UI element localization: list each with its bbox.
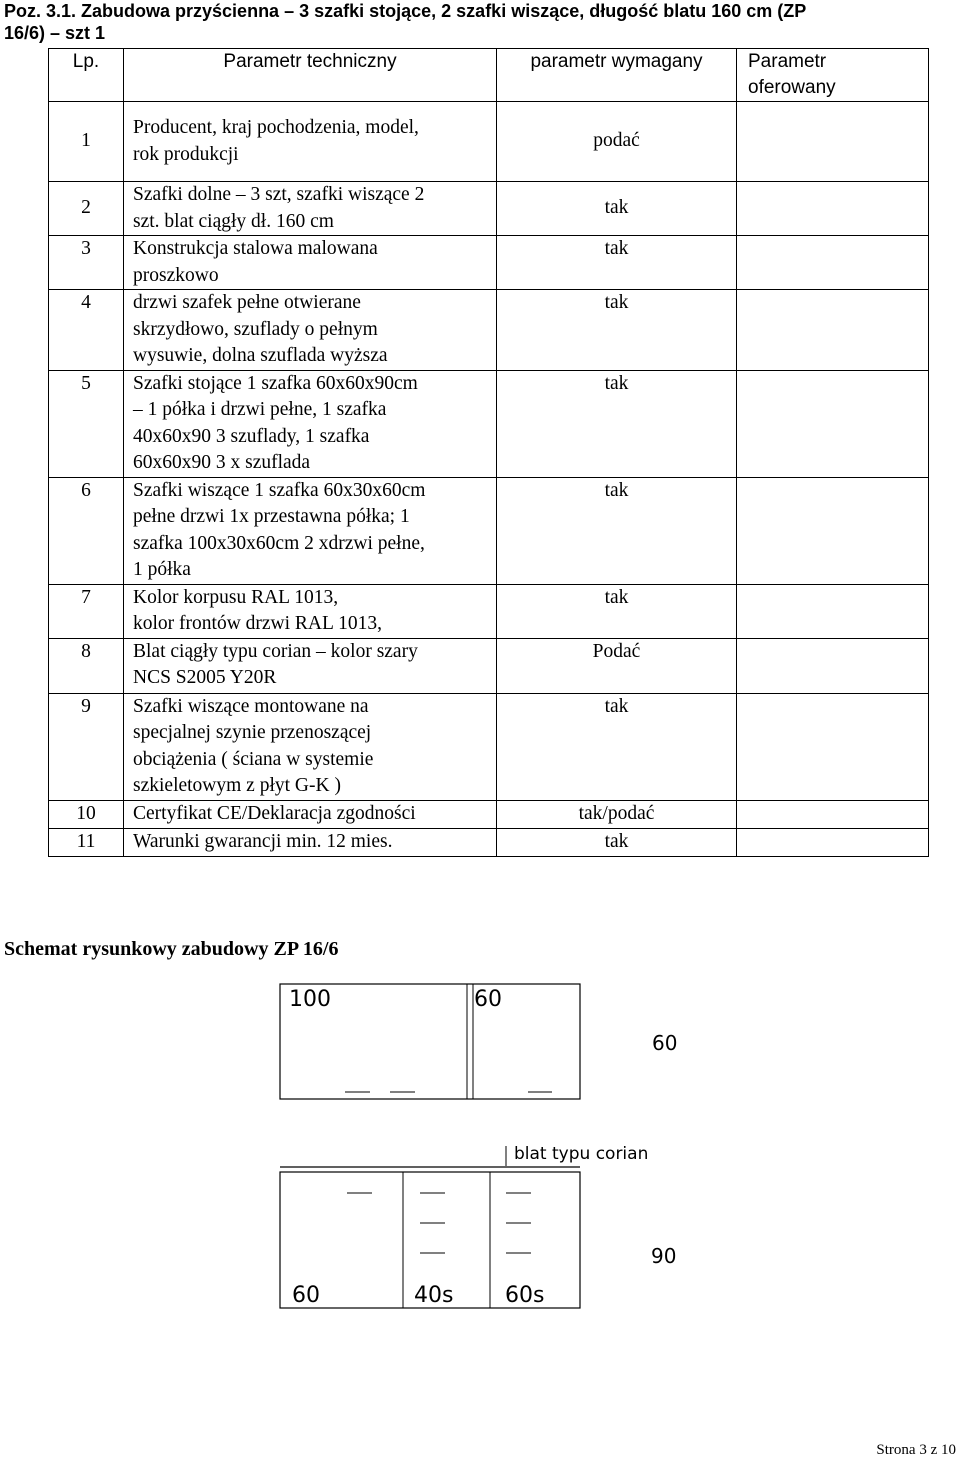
parameter-line: szafka 100x30x60cm 2 xdrzwi pełne, [133, 532, 425, 554]
table-header-row [49, 49, 929, 102]
parameter-line: szt. blat ciągły dł. 160 cm [133, 210, 334, 232]
heading-line-2: 16/6) – szt 1 [4, 23, 106, 43]
header-offered-line2: oferowany [748, 77, 836, 98]
parameter-line: drzwi szafek pełne otwierane [133, 292, 361, 313]
row-required-value: tak [497, 182, 737, 236]
row-offered-value[interactable] [737, 102, 929, 182]
cabinet-drawing [0, 960, 960, 1330]
table-row [49, 584, 929, 638]
header-offered [737, 49, 929, 102]
parameter-line: proszkowo [133, 264, 219, 286]
countertop-label: blat typu corian [514, 1144, 649, 1164]
parameter-line: Warunki gwarancji min. 12 mies. [133, 830, 393, 852]
parameter-line: 1 półka [133, 559, 191, 580]
row-number: 5 [49, 370, 124, 477]
row-required-value: tak [497, 477, 737, 584]
row-parameter [124, 370, 497, 477]
row-parameter [124, 236, 497, 290]
row-required-value: tak [497, 370, 737, 477]
row-offered-value[interactable] [737, 236, 929, 290]
parameter-line: wysuwie, dolna szuflada wyższa [133, 345, 388, 366]
row-required-value: tak [497, 236, 737, 290]
row-number: 7 [49, 584, 124, 638]
header-lp: Lp. [49, 49, 124, 102]
table-row [49, 182, 929, 236]
row-offered-value[interactable] [737, 828, 929, 856]
spec-table [48, 48, 929, 857]
row-parameter [124, 584, 497, 638]
parameter-line: Szafki dolne – 3 szt, szafki wiszące 2 [133, 184, 425, 205]
row-number: 4 [49, 290, 124, 371]
page-footer [876, 1441, 956, 1459]
row-offered-value[interactable] [737, 477, 929, 584]
row-parameter [124, 693, 497, 800]
row-parameter [124, 290, 497, 371]
parameter-line: Kolor korpusu RAL 1013, [133, 586, 339, 608]
row-required-value: tak/podać [497, 800, 737, 828]
lower-width-3: 60s [505, 1283, 545, 1308]
parameter-line: – 1 półka i drzwi pełne, 1 szafka [133, 399, 387, 420]
lower-cabinets [280, 1144, 676, 1308]
parameter-line: rok produkcji [133, 143, 239, 165]
parameter-line: 60x60x90 3 x szuflada [133, 452, 311, 473]
upper-cabinets [280, 984, 677, 1099]
parameter-line: Szafki wiszące montowane na [133, 695, 369, 717]
footer-mid: z [926, 1442, 941, 1458]
parameter-line: Szafki wiszące 1 szafka 60x30x60cm [133, 479, 426, 501]
table-row [49, 693, 929, 800]
parameter-line: Blat ciągły typu corian – kolor szary [133, 640, 418, 662]
parameter-line: pełne drzwi 1x przestawna półka; 1 [133, 506, 410, 527]
table-row [49, 477, 929, 584]
row-required-value: Podać [497, 638, 737, 693]
table-row [49, 102, 929, 182]
table-row [49, 638, 929, 693]
row-number: 2 [49, 182, 124, 236]
footer-page: 3 [919, 1442, 927, 1458]
row-parameter [124, 477, 497, 584]
lower-width-2: 40s [414, 1283, 454, 1308]
footer-prefix: Strona [876, 1442, 920, 1458]
row-parameter [124, 828, 497, 856]
row-number: 11 [49, 828, 124, 856]
row-offered-value[interactable] [737, 584, 929, 638]
parameter-line: kolor frontów drzwi RAL 1013, [133, 613, 382, 634]
parameter-line: szkieletowym z płyt G-K ) [133, 775, 341, 796]
row-required-value: podać [497, 102, 737, 182]
table-row [49, 370, 929, 477]
row-number: 3 [49, 236, 124, 290]
schemat-title: Schemat rysunkowy zabudowy ZP 16/6 [4, 938, 339, 960]
section-heading [4, 0, 944, 44]
parameter-line: Konstrukcja stalowa malowana [133, 238, 378, 259]
row-parameter [124, 638, 497, 693]
row-offered-value[interactable] [737, 370, 929, 477]
row-offered-value[interactable] [737, 800, 929, 828]
parameter-line: NCS S2005 Y20R [133, 667, 277, 688]
row-parameter [124, 182, 497, 236]
row-number: 9 [49, 693, 124, 800]
row-parameter [124, 800, 497, 828]
upper-width-2: 60 [474, 987, 502, 1012]
parameter-line: obciążenia ( ściana w systemie [133, 748, 374, 770]
row-required-value: tak [497, 693, 737, 800]
row-offered-value[interactable] [737, 693, 929, 800]
table-row [49, 828, 929, 856]
row-offered-value[interactable] [737, 290, 929, 371]
header-offered-line1: Parametr [748, 51, 827, 72]
row-required-value: tak [497, 584, 737, 638]
parameter-line: skrzydłowo, szuflady o pełnym [133, 318, 378, 340]
table-row [49, 236, 929, 290]
lower-width-1: 60 [292, 1283, 320, 1308]
row-number: 8 [49, 638, 124, 693]
header-required: parametr wymagany [497, 49, 737, 102]
parameter-line: Szafki stojące 1 szafka 60x60x90cm [133, 372, 418, 394]
table-row [49, 800, 929, 828]
parameter-line: 40x60x90 3 szuflady, 1 szafka [133, 425, 370, 447]
row-number: 10 [49, 800, 124, 828]
lower-height: 90 [651, 1244, 677, 1268]
row-required-value: tak [497, 828, 737, 856]
row-number: 6 [49, 477, 124, 584]
upper-height: 60 [652, 1031, 678, 1055]
row-required-value: tak [497, 290, 737, 371]
heading-line-1: Poz. 3.1. Zabudowa przyścienna – 3 szafki stojące, 2 szafki wiszące, długość blatu 160 cm (ZP [4, 1, 807, 21]
row-parameter [124, 102, 497, 182]
row-offered-value[interactable] [737, 638, 929, 693]
parameter-line: Producent, kraj pochodzenia, model, [133, 117, 419, 138]
row-offered-value[interactable] [737, 182, 929, 236]
header-param: Parametr techniczny [124, 49, 497, 102]
upper-width-1: 100 [289, 987, 331, 1012]
parameter-line: specjalnej szynie przenoszącej [133, 722, 372, 743]
table-row [49, 290, 929, 371]
parameter-line: Certyfikat CE/Deklaracja zgodności [133, 802, 416, 824]
row-number: 1 [49, 102, 124, 182]
footer-total: 10 [941, 1442, 956, 1458]
